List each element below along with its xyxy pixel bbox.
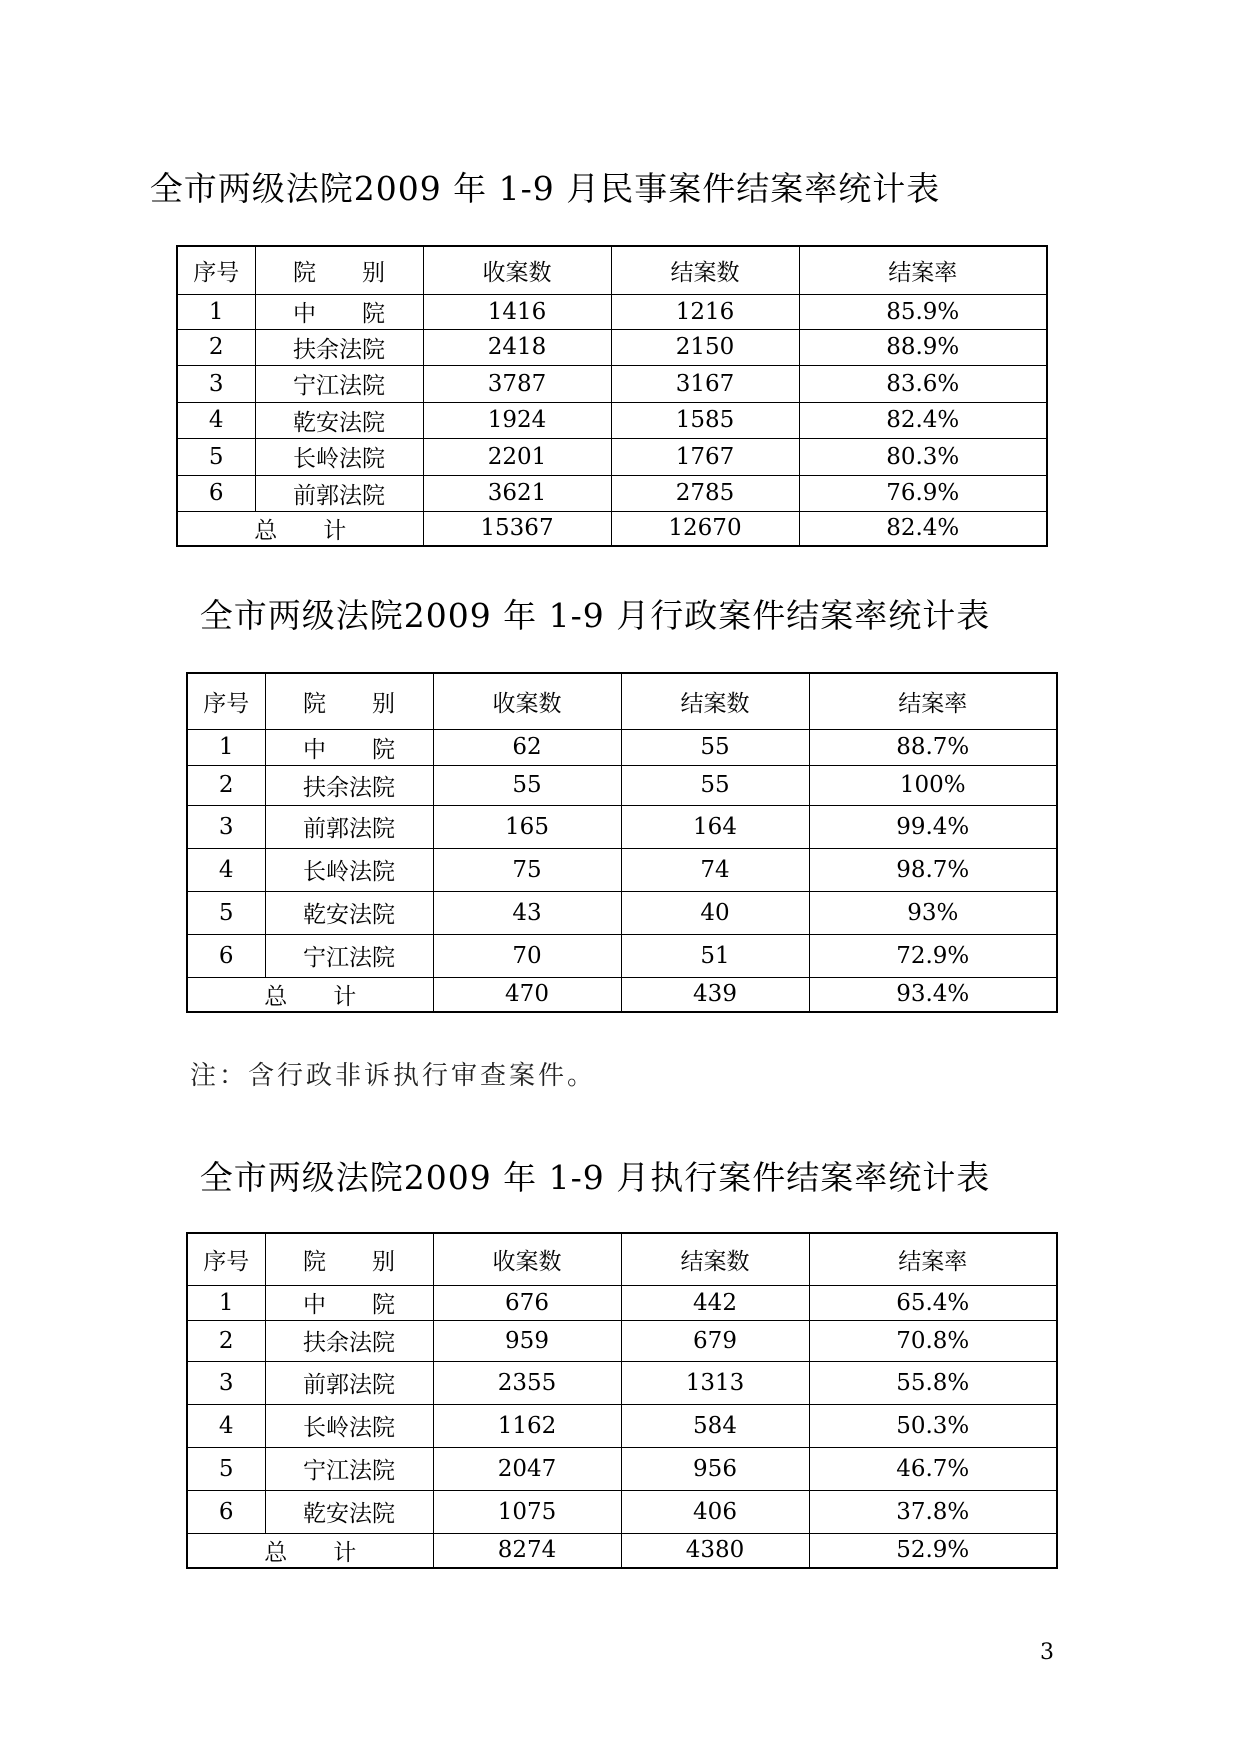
table-cell: 宁江法院: [265, 934, 433, 977]
table-row: [187, 934, 1057, 977]
table-title-admin: 全市两级法院2009 年 1-9 月行政案件结案率统计表: [199, 596, 991, 635]
table-cell: 55: [433, 765, 621, 805]
header-cell: 结案数: [621, 673, 809, 729]
table-cell: 4380: [621, 1533, 809, 1568]
table-cell: 2201: [423, 438, 611, 475]
table-cell: 70.8%: [809, 1320, 1057, 1361]
table-cell: 470: [433, 977, 621, 1012]
header-cell: 结案数: [621, 1233, 809, 1285]
table-cell: 442: [621, 1285, 809, 1320]
table-cell: 82.4%: [799, 402, 1047, 438]
table-cell: 1: [187, 1285, 265, 1320]
table-cell: 乾安法院: [265, 1490, 433, 1533]
header-cell: 结案率: [799, 246, 1047, 294]
table-cell: 4: [177, 402, 255, 438]
total-row: [187, 1533, 1057, 1568]
table-cell: 中 院: [265, 729, 433, 765]
table-cell: 4: [187, 1404, 265, 1447]
table-cell: 1416: [423, 294, 611, 329]
table-cell: 扶余法院: [255, 329, 423, 365]
total-label: 总 计: [187, 977, 433, 1012]
table-cell: 1767: [611, 438, 799, 475]
table-row: [187, 805, 1057, 848]
table-cell: 2355: [433, 1361, 621, 1404]
table-cell: 1924: [423, 402, 611, 438]
table-cell: 3: [177, 365, 255, 402]
table-cell: 70: [433, 934, 621, 977]
header-cell: 结案率: [809, 1233, 1057, 1285]
table-row: [187, 729, 1057, 765]
table-cell: 83.6%: [799, 365, 1047, 402]
total-label: 总 计: [177, 511, 423, 546]
table-cell: 52.9%: [809, 1533, 1057, 1568]
table-cell: 679: [621, 1320, 809, 1361]
total-row: [177, 511, 1047, 546]
header-cell: 结案数: [611, 246, 799, 294]
table-cell: 55: [621, 729, 809, 765]
table-row: [187, 891, 1057, 934]
table-cell: 15367: [423, 511, 611, 546]
table-cell: 165: [433, 805, 621, 848]
table-cell: 5: [187, 891, 265, 934]
table-row: [177, 329, 1047, 365]
table-cell: 2: [187, 765, 265, 805]
table-cell: 62: [433, 729, 621, 765]
table-note: 注：含行政非诉执行审查案件。: [190, 1061, 597, 1091]
table-cell: 100%: [809, 765, 1057, 805]
table-cell: 55.8%: [809, 1361, 1057, 1404]
table-cell: 88.7%: [809, 729, 1057, 765]
header-cell: 序号: [177, 246, 255, 294]
table-row: [177, 365, 1047, 402]
table-cell: 676: [433, 1285, 621, 1320]
table-cell: 8274: [433, 1533, 621, 1568]
total-row: [187, 977, 1057, 1012]
civil-case-table: [176, 245, 1048, 547]
enforcement-case-table: [186, 1232, 1058, 1569]
table-row: [177, 294, 1047, 329]
table-cell: 中 院: [265, 1285, 433, 1320]
table-row: [177, 402, 1047, 438]
table-cell: 2150: [611, 329, 799, 365]
table-cell: 80.3%: [799, 438, 1047, 475]
header-cell: 收案数: [423, 246, 611, 294]
table-row: [187, 765, 1057, 805]
table-cell: 75: [433, 848, 621, 891]
header-cell: 序号: [187, 673, 265, 729]
table-cell: 37.8%: [809, 1490, 1057, 1533]
page-number: 3: [1040, 1640, 1054, 1665]
table-cell: 3: [187, 805, 265, 848]
table-cell: 3: [187, 1361, 265, 1404]
table-cell: 72.9%: [809, 934, 1057, 977]
table-cell: 前郭法院: [265, 805, 433, 848]
table-cell: 65.4%: [809, 1285, 1057, 1320]
table-cell: 50.3%: [809, 1404, 1057, 1447]
table-cell: 1: [177, 294, 255, 329]
table-cell: 4: [187, 848, 265, 891]
table-cell: 76.9%: [799, 475, 1047, 511]
table-cell: 3621: [423, 475, 611, 511]
table-cell: 99.4%: [809, 805, 1057, 848]
header-cell: 院 别: [265, 673, 433, 729]
table-cell: 6: [177, 475, 255, 511]
header-cell: 收案数: [433, 1233, 621, 1285]
table-cell: 2: [187, 1320, 265, 1361]
table-cell: 6: [187, 1490, 265, 1533]
table-cell: 88.9%: [799, 329, 1047, 365]
table-cell: 93.4%: [809, 977, 1057, 1012]
header-cell: 院 别: [265, 1233, 433, 1285]
table-header-row: [187, 673, 1057, 729]
table-cell: 406: [621, 1490, 809, 1533]
table-cell: 85.9%: [799, 294, 1047, 329]
table-cell: 98.7%: [809, 848, 1057, 891]
table-cell: 2: [177, 329, 255, 365]
table-row: [187, 1447, 1057, 1490]
table-row: [177, 475, 1047, 511]
table-cell: 中 院: [255, 294, 423, 329]
table-row: [177, 438, 1047, 475]
total-label: 总 计: [187, 1533, 433, 1568]
table-header-row: [187, 1233, 1057, 1285]
table-cell: 1313: [621, 1361, 809, 1404]
table-row: [187, 1320, 1057, 1361]
table-cell: 82.4%: [799, 511, 1047, 546]
table-cell: 2785: [611, 475, 799, 511]
table-cell: 宁江法院: [255, 365, 423, 402]
table-cell: 43: [433, 891, 621, 934]
table-cell: 12670: [611, 511, 799, 546]
table-row: [187, 848, 1057, 891]
table-cell: 扶余法院: [265, 765, 433, 805]
header-cell: 序号: [187, 1233, 265, 1285]
table-cell: 55: [621, 765, 809, 805]
table-cell: 956: [621, 1447, 809, 1490]
table-title-civil: 全市两级法院2009 年 1-9 月民事案件结案率统计表: [149, 169, 941, 208]
table-row: [187, 1361, 1057, 1404]
table-cell: 长岭法院: [265, 1404, 433, 1447]
table-cell: 3167: [611, 365, 799, 402]
table-cell: 长岭法院: [255, 438, 423, 475]
header-cell: 院 别: [255, 246, 423, 294]
header-cell: 结案率: [809, 673, 1057, 729]
table-cell: 46.7%: [809, 1447, 1057, 1490]
table-cell: 1585: [611, 402, 799, 438]
table-cell: 959: [433, 1320, 621, 1361]
table-header-row: [177, 246, 1047, 294]
table-cell: 1075: [433, 1490, 621, 1533]
table-title-enforcement: 全市两级法院2009 年 1-9 月执行案件结案率统计表: [199, 1158, 991, 1197]
table-cell: 6: [187, 934, 265, 977]
table-cell: 前郭法院: [265, 1361, 433, 1404]
table-cell: 扶余法院: [265, 1320, 433, 1361]
table-cell: 93%: [809, 891, 1057, 934]
table-cell: 164: [621, 805, 809, 848]
table-cell: 长岭法院: [265, 848, 433, 891]
table-cell: 5: [177, 438, 255, 475]
table-cell: 1162: [433, 1404, 621, 1447]
table-cell: 439: [621, 977, 809, 1012]
table-cell: 1: [187, 729, 265, 765]
table-cell: 乾安法院: [265, 891, 433, 934]
table-cell: 40: [621, 891, 809, 934]
table-row: [187, 1490, 1057, 1533]
table-row: [187, 1404, 1057, 1447]
admin-case-table: [186, 672, 1058, 1013]
table-cell: 51: [621, 934, 809, 977]
table-cell: 74: [621, 848, 809, 891]
table-cell: 584: [621, 1404, 809, 1447]
table-cell: 乾安法院: [255, 402, 423, 438]
table-cell: 5: [187, 1447, 265, 1490]
table-cell: 1216: [611, 294, 799, 329]
table-cell: 前郭法院: [255, 475, 423, 511]
table-cell: 宁江法院: [265, 1447, 433, 1490]
header-cell: 收案数: [433, 673, 621, 729]
table-row: [187, 1285, 1057, 1320]
table-cell: 2418: [423, 329, 611, 365]
table-cell: 3787: [423, 365, 611, 402]
table-cell: 2047: [433, 1447, 621, 1490]
